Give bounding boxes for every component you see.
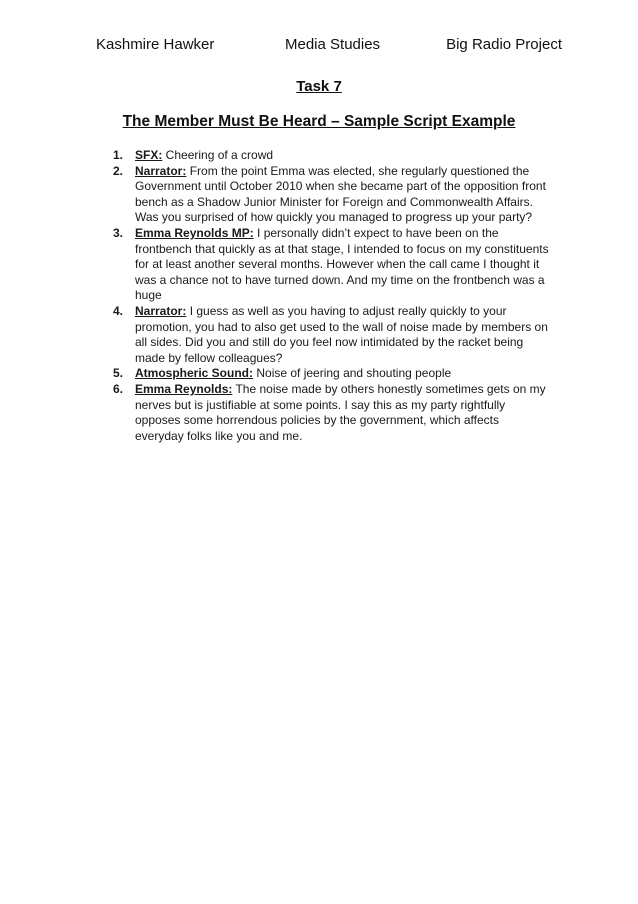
script-line	[113, 303, 550, 366]
line-speaker: SFX:	[135, 148, 163, 162]
line-number: 2.	[113, 163, 124, 178]
line-speaker: Atmospheric Sound:	[135, 366, 254, 381]
script-line	[113, 381, 550, 444]
header-project: Big Radio Project	[446, 36, 562, 53]
script-line	[113, 366, 550, 382]
line-number: 1.	[113, 148, 124, 162]
document-title: The Member Must Be Heard – Sample Script Example	[122, 113, 516, 130]
line-number: 3.	[113, 225, 124, 240]
task-title: Task 7	[296, 78, 342, 95]
line-text: Noise of jeering and shouting people	[253, 366, 452, 381]
line-text: The noise made by others honestly sometimes gets on my nerves but is justifiable at some points. I say this as my party rightfully opposes some horrendous policies by the government, which affects everyday folks like you and me.	[135, 381, 546, 443]
page-header	[96, 36, 562, 60]
line-text: I personally didn’t expect to have been on the frontbench that quickly as at that stage, I intended to focus on my constituents for at least another several months. However when the call came I thought it was a chance not to have turned down. And my time on the frontbench was a huge	[135, 225, 549, 303]
header-author: Kashmire Hawker	[96, 36, 215, 53]
header-subject: Media Studies	[285, 36, 381, 53]
line-number: 6.	[113, 381, 124, 396]
line-text: Cheering of a crowd	[162, 148, 274, 162]
line-speaker: Narrator:	[135, 163, 187, 178]
script-line	[113, 225, 550, 304]
line-text: I guess as well as you having to adjust really quickly to your promotion, you had to also get used to the wall of noise made by members on all sides. Did you and still do you feel now intimidated by the racket being made by fellow colleagues?	[135, 303, 548, 365]
script-line	[113, 148, 550, 164]
line-speaker: Narrator:	[135, 303, 187, 318]
line-text: From the point Emma was elected, she regularly questioned the Government until October 2010 when she became part of the opposition front bench as a Shadow Junior Minister for Foreign and Commonwealth Affairs. Was you surprised of how quickly you managed to progress up your party?	[135, 163, 546, 225]
line-speaker: Emma Reynolds MP:	[135, 225, 254, 240]
script-line	[113, 163, 550, 226]
script-list	[113, 148, 550, 444]
line-speaker: Emma Reynolds:	[135, 381, 233, 396]
line-number: 5.	[113, 366, 124, 381]
line-number: 4.	[113, 303, 124, 318]
